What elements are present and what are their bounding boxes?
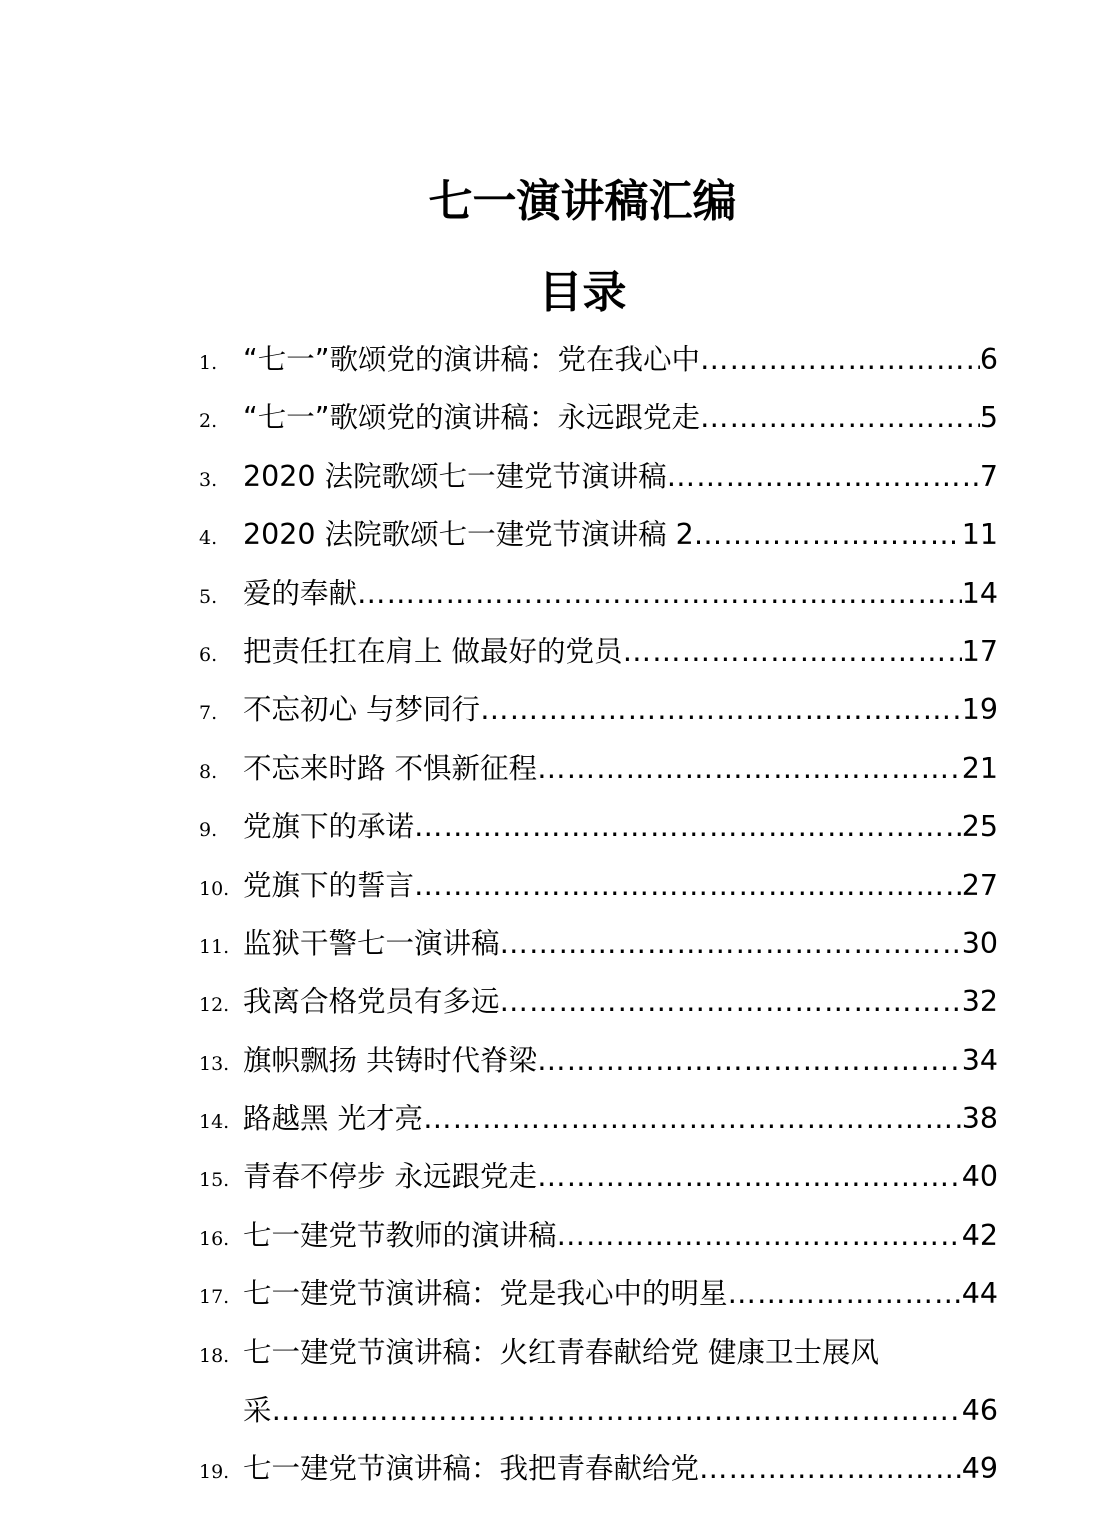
toc-entry-number: 4. (199, 527, 218, 550)
toc-leader-dots (500, 924, 962, 964)
toc-entry-line (243, 398, 998, 438)
toc-entry-title: 党旗下的承诺 (243, 810, 415, 844)
toc-entry-page: 44 (961, 1277, 998, 1311)
toc-leader-dots (272, 1391, 962, 1431)
toc-entry-number: 10. (199, 877, 230, 900)
toc-entry-1[interactable] (0, 330, 1093, 388)
toc-leader-dots (667, 457, 980, 497)
toc-entry-line (243, 749, 998, 789)
toc-entry-line (243, 1216, 998, 1256)
toc-entry-number: 16. (199, 1227, 230, 1250)
toc-entry-title-continuation: 采 (243, 1394, 272, 1428)
toc-entry-8[interactable] (0, 739, 1093, 797)
toc-entry-line (243, 1274, 998, 1314)
toc-leader-dots (423, 1099, 962, 1139)
toc-leader-dots (357, 574, 962, 614)
toc-entry-number: 14. (199, 1111, 230, 1134)
toc-entry-title: 不忘来时路 不惧新征程 (243, 751, 538, 785)
toc-entry-title: “七一”歌颂党的演讲稿：永远跟党走 (243, 401, 701, 435)
toc-entry-number: 17. (199, 1286, 230, 1309)
document-title: 七一演讲稿汇编 (428, 176, 737, 227)
toc-leader-dots (699, 1449, 962, 1489)
toc-leader-dots (700, 398, 980, 438)
toc-leader-dots (700, 340, 980, 380)
toc-entry-19[interactable] (0, 1439, 1093, 1497)
toc-entry-line (243, 457, 998, 497)
toc-entry-title: 我离合格党员有多远 (243, 985, 500, 1019)
toc-entry-7[interactable] (0, 680, 1093, 738)
toc-entry-page: 11 (961, 518, 998, 552)
toc-entry-page: 46 (961, 1394, 998, 1428)
toc-entry-number: 18. (199, 1344, 230, 1367)
toc-entry-3[interactable] (0, 447, 1093, 505)
toc-entry-4[interactable] (0, 505, 1093, 563)
toc-entry-number: 7. (199, 702, 218, 725)
toc-entry-number: 12. (199, 994, 230, 1017)
toc-entry-number: 6. (199, 643, 218, 666)
toc-entry-6[interactable] (0, 622, 1093, 680)
toc-leader-dots (694, 515, 962, 555)
toc-entry-15[interactable] (0, 1147, 1093, 1205)
toc-entry-17[interactable] (0, 1264, 1093, 1322)
toc-entry-13[interactable] (0, 1031, 1093, 1089)
toc-entry-11[interactable] (0, 914, 1093, 972)
toc-entry-12[interactable] (0, 972, 1093, 1030)
toc-entry-page: 14 (961, 576, 998, 610)
toc-entry-title: 七一建党节演讲稿：党是我心中的明星 (243, 1277, 728, 1311)
toc-entry-page: 32 (961, 985, 998, 1019)
toc-entry-page: 30 (961, 926, 998, 960)
toc-entry-title: 2020 法院歌颂七一建党节演讲稿 (243, 459, 667, 493)
toc-leader-dots (537, 749, 962, 789)
toc-entry-page: 34 (961, 1043, 998, 1077)
toc-entry-number: 2. (199, 410, 218, 433)
toc-entry-line (243, 866, 998, 906)
toc-entry-page: 38 (961, 1102, 998, 1136)
toc-entry-number: 15. (199, 1169, 230, 1192)
toc-entry-line (243, 632, 998, 672)
toc-entry-page: 49 (961, 1452, 998, 1486)
toc-leader-dots (557, 1216, 962, 1256)
toc-entry-title: 监狱干警七一演讲稿 (243, 926, 500, 960)
toc-entry-page: 5 (979, 401, 998, 435)
toc-entry-page: 27 (961, 868, 998, 902)
toc-leader-dots (414, 807, 962, 847)
toc-entry-18[interactable] (0, 1323, 1093, 1440)
toc-entry-title: 不忘初心 与梦同行 (243, 693, 481, 727)
toc-leader-dots (480, 690, 962, 730)
toc-entry-page: 17 (961, 634, 998, 668)
toc-entry-page: 7 (979, 459, 998, 493)
toc-leader-dots (623, 632, 962, 672)
toc-leader-dots (414, 866, 962, 906)
toc-entry-number: 19. (199, 1461, 230, 1484)
toc-entry-number: 5. (199, 585, 218, 608)
toc-entry-page: 42 (961, 1218, 998, 1252)
toc-entry-title: 青春不停步 永远跟党走 (243, 1160, 538, 1194)
toc-entry-line (243, 1449, 998, 1489)
toc-entry-9[interactable] (0, 797, 1093, 855)
toc-entry-5[interactable] (0, 564, 1093, 622)
toc-entry-line (243, 690, 998, 730)
toc-entry-line (243, 574, 998, 614)
toc-entry-number: 9. (199, 819, 218, 842)
toc-entry-number: 1. (199, 352, 218, 374)
toc-entry-title: 2020 法院歌颂七一建党节演讲稿 2 (243, 518, 694, 552)
toc-entry-line (243, 1157, 998, 1197)
toc-entry-title-line1 (243, 1333, 998, 1373)
toc-entry-page: 25 (961, 810, 998, 844)
toc-entry-title: 把责任扛在肩上 做最好的党员 (243, 634, 623, 668)
toc-entry-page: 6 (979, 343, 998, 376)
toc-entry-14[interactable] (0, 1089, 1093, 1147)
toc-entry-line (243, 340, 998, 380)
toc-entry-number: 3. (199, 468, 218, 491)
toc-entry-2[interactable] (0, 388, 1093, 446)
toc-entry-title: 七一建党节演讲稿：我把青春献给党 (243, 1452, 700, 1486)
toc-entry-page: 19 (961, 693, 998, 727)
toc-entry-number: 8. (199, 760, 218, 783)
toc-entry-title: 路越黑 光才亮 (243, 1102, 424, 1136)
toc-leader-dots (500, 982, 962, 1022)
toc-entry-line (243, 1041, 998, 1081)
toc-leader-dots (537, 1041, 962, 1081)
toc-entry-number: 13. (199, 1052, 230, 1075)
toc-leader-dots (537, 1157, 962, 1197)
toc-heading: 目录 (538, 267, 627, 318)
toc-entry-line (243, 1099, 998, 1139)
toc-entry-title: 七一建党节演讲稿：火红青春献给党 健康卫士展风 (243, 1335, 880, 1369)
toc-entry-line (243, 1391, 998, 1431)
toc-entry-page: 21 (961, 751, 998, 785)
toc-entry-title: “七一”歌颂党的演讲稿：党在我心中 (243, 343, 701, 376)
toc-entry-line (243, 807, 998, 847)
toc-entry-line (243, 924, 998, 964)
toc-entry-number: 11. (199, 935, 230, 958)
toc-entry-line (243, 982, 998, 1022)
toc-entry-title: 爱的奉献 (243, 576, 358, 610)
toc-entry-title: 党旗下的誓言 (243, 868, 415, 902)
toc-entry-16[interactable] (0, 1206, 1093, 1264)
toc-entry-line (243, 515, 998, 555)
toc-entry-page: 40 (961, 1160, 998, 1194)
table-of-contents (0, 330, 1093, 1498)
toc-leader-dots (728, 1274, 962, 1314)
toc-entry-10[interactable] (0, 856, 1093, 914)
toc-entry-title: 七一建党节教师的演讲稿 (243, 1218, 557, 1252)
toc-entry-title: 旗帜飘扬 共铸时代脊梁 (243, 1043, 538, 1077)
